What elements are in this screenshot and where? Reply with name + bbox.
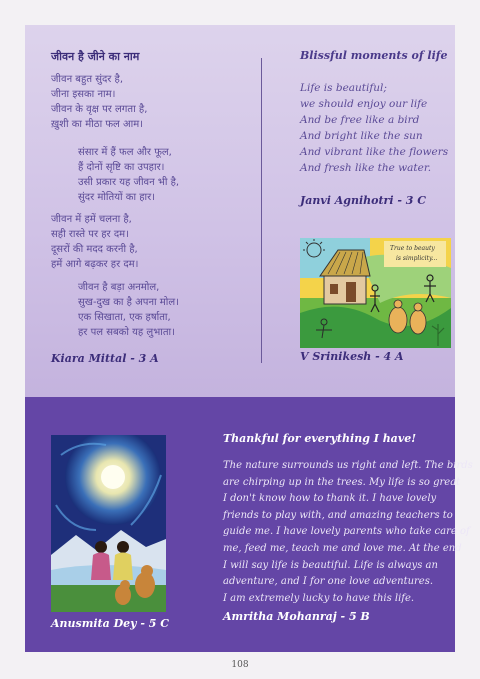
- prose-line: guide me. I have lovely parents who take care of: [223, 526, 470, 538]
- prose-line: are chirping up in the trees. My life is so great: [223, 476, 461, 488]
- drawing-inset-text-1: True to beauty: [390, 245, 435, 252]
- prose-line: The nature surrounds us right and left. The birds: [223, 460, 473, 471]
- column-divider: [261, 58, 262, 363]
- poem-line: Life is beautiful;: [300, 82, 387, 94]
- poem-line: And vibrant like the flowers: [300, 146, 449, 158]
- poem-line: And fresh like the water.: [300, 162, 432, 174]
- poem-line: जीवन के वृक्ष पर लगता है,: [51, 104, 148, 115]
- prose-title: Thankful for everything I have!: [223, 432, 417, 445]
- poem-line: जीना इसका नाम।: [51, 89, 116, 100]
- village-drawing: [300, 238, 451, 348]
- night-sky-drawing-art: [51, 435, 166, 612]
- poem-line: ख़ुशी का मीठा फल आम।: [51, 119, 144, 130]
- english-poem-body: [300, 80, 448, 176]
- drawing1-caption: V Srinikesh - 4 A: [300, 350, 404, 363]
- page-number: 108: [231, 660, 249, 670]
- prose-line: me, feed me, teach me and love me. At the end: [223, 542, 462, 554]
- poem-line: सही रास्ते पर हर दम।: [51, 229, 129, 240]
- prose-line: I will say life is beautiful. Life is always an: [223, 559, 438, 571]
- drawing-inset-text-2: is simplicity...: [396, 255, 438, 262]
- hindi-stanza-2: [78, 145, 179, 205]
- hindi-stanza-1: [51, 72, 147, 132]
- prose-author: Amritha Mohanraj - 5 B: [223, 610, 370, 623]
- poem-line: सुंदर मोतियों का हार।: [78, 192, 155, 203]
- english-poem-title: Blissful moments of life: [300, 49, 448, 62]
- drawing2-caption: Anusmita Dey - 5 C: [51, 617, 169, 630]
- poem-line: हैं दोनों सृष्टि का उपहार।: [78, 162, 165, 173]
- poem-line: And be free like a bird: [300, 114, 420, 126]
- poem-line: हर पल सबको यह लुभाता।: [78, 327, 175, 338]
- poem-line: दूसरों की मदद करनी है,: [51, 244, 138, 255]
- poem-line: जीवन बहुत सुंदर है,: [51, 74, 124, 85]
- hindi-poem-title: जीवन है जीने का नाम: [51, 50, 140, 63]
- poem-line: हमें आगे बढ़कर हर दम।: [51, 259, 139, 270]
- poem-line: उसी प्रकार यह जीवन भी है,: [78, 177, 180, 188]
- poem-line: सुख-दुख का है अपना मोल।: [78, 297, 179, 308]
- night-sky-drawing: [51, 435, 166, 612]
- prose-line: I don't know how to thank it. I have lovely: [223, 493, 437, 505]
- poem-line: we should enjoy our life: [300, 98, 428, 110]
- poem-line: And bright like the sun: [300, 130, 423, 142]
- hindi-stanza-4: [78, 280, 179, 340]
- village-drawing-art: [300, 238, 451, 348]
- hindi-stanza-3: [51, 212, 138, 272]
- prose-line: I am extremely lucky to have this life.: [223, 592, 415, 604]
- poem-line: जीवन है बड़ा अनमोल,: [78, 282, 160, 293]
- poem-line: जीवन में हमें चलना है,: [51, 214, 132, 225]
- english-poem-author: Janvi Agnihotri - 3 C: [300, 194, 426, 207]
- poem-line: संसार में हैं फल और फूल,: [78, 147, 172, 158]
- prose-line: adventure, and I for one love adventures.: [223, 576, 434, 588]
- prose-line: friends to play with, and amazing teachers to: [223, 509, 453, 521]
- prose-body: [223, 458, 473, 607]
- hindi-poem-author: Kiara Mittal - 3 A: [51, 352, 159, 365]
- poem-line: एक सिखाता, एक हर्षाता,: [78, 312, 171, 323]
